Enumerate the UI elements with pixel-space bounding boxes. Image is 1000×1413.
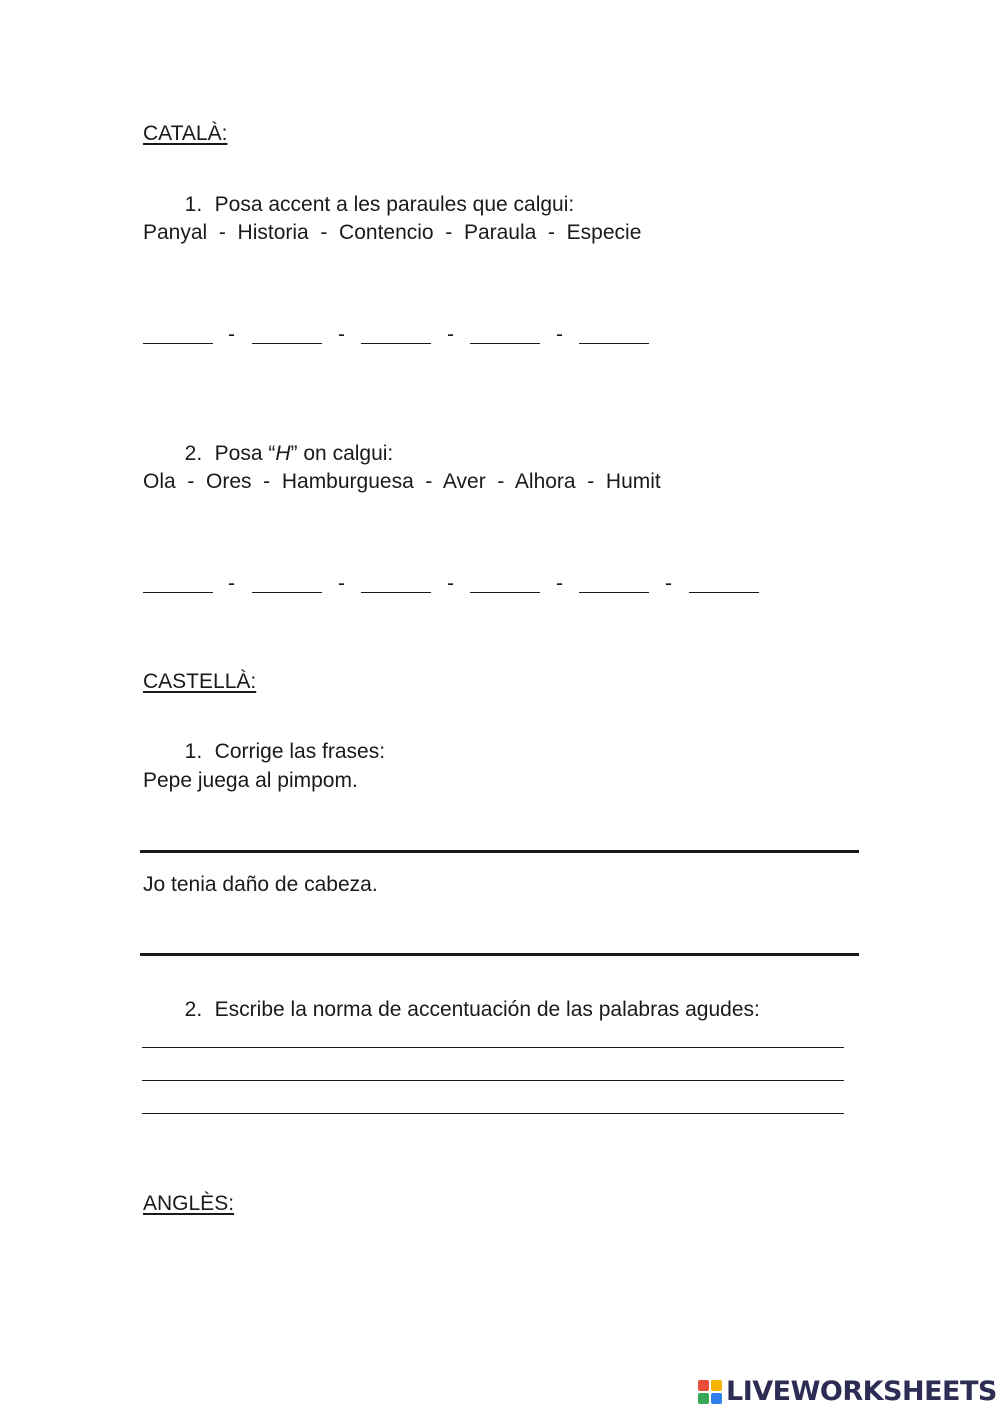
question-1-castella [173,720,385,762]
blank-separator: - [338,572,345,595]
words-line-h: Ola - Ores - Hamburguesa - Aver - Alhora - Humit [143,470,661,493]
answer-line-rule-3[interactable] [142,1113,844,1114]
question-prompt: Corrige las frases: [214,740,386,763]
logo-square [711,1380,722,1391]
answer-blank[interactable] [143,592,213,593]
logo-square [711,1393,722,1404]
section-heading-castella: CASTELLÀ: [143,670,257,693]
question-number: 2. [184,442,203,465]
answer-line-rule-1[interactable] [142,1047,844,1048]
blank-separator: - [228,572,235,595]
question-prompt-end: ” on calgui: [290,442,394,465]
blank-separator: - [338,323,345,346]
answer-blank[interactable] [470,592,540,593]
answer-blank[interactable] [143,343,213,344]
answer-blank[interactable] [579,343,649,344]
logo-text: LIVEWORKSHEETS [726,1376,997,1407]
question-prompt-italic: H [275,442,291,465]
blank-separator: - [447,572,454,595]
answer-blank[interactable] [252,343,322,344]
logo-squares-icon [698,1380,722,1404]
answer-blank[interactable] [361,592,431,593]
blank-separator: - [556,323,563,346]
answer-blank[interactable] [470,343,540,344]
sentence-2: Jo tenia daño de cabeza. [143,873,378,896]
blank-separator: - [556,572,563,595]
blank-separator: - [228,323,235,346]
logo-square [698,1393,709,1404]
question-number: 1. [184,193,203,216]
answer-blank[interactable] [689,592,759,593]
question-1-catala [173,173,574,215]
section-heading-catala: CATALÀ: [143,122,228,145]
answer-line-rule-2[interactable] [142,1080,844,1081]
question-2-castella [173,978,760,1020]
question-prompt: Escribe la norma de accentuación de las palabras agudes: [214,998,760,1021]
question-prompt-start: Posa “ [214,442,276,465]
sentence-1: Pepe juega al pimpom. [143,769,358,792]
logo-square [698,1380,709,1391]
answer-line-sentence-2[interactable] [140,953,859,956]
words-line-accent: Panyal - Historia - Contencio - Paraula - Especie [143,221,642,244]
answer-blank[interactable] [252,592,322,593]
answer-blank[interactable] [579,592,649,593]
blank-separator: - [665,572,672,595]
answer-line-sentence-1[interactable] [140,850,859,853]
question-2-catala [173,422,393,464]
question-number: 2. [184,998,203,1021]
question-prompt: Posa accent a les paraules que calgui: [214,193,575,216]
question-number: 1. [184,740,203,763]
blank-separator: - [447,323,454,346]
section-heading-angles: ANGLÈS: [143,1192,235,1215]
answer-blank[interactable] [361,343,431,344]
liveworksheets-logo [698,1378,997,1405]
